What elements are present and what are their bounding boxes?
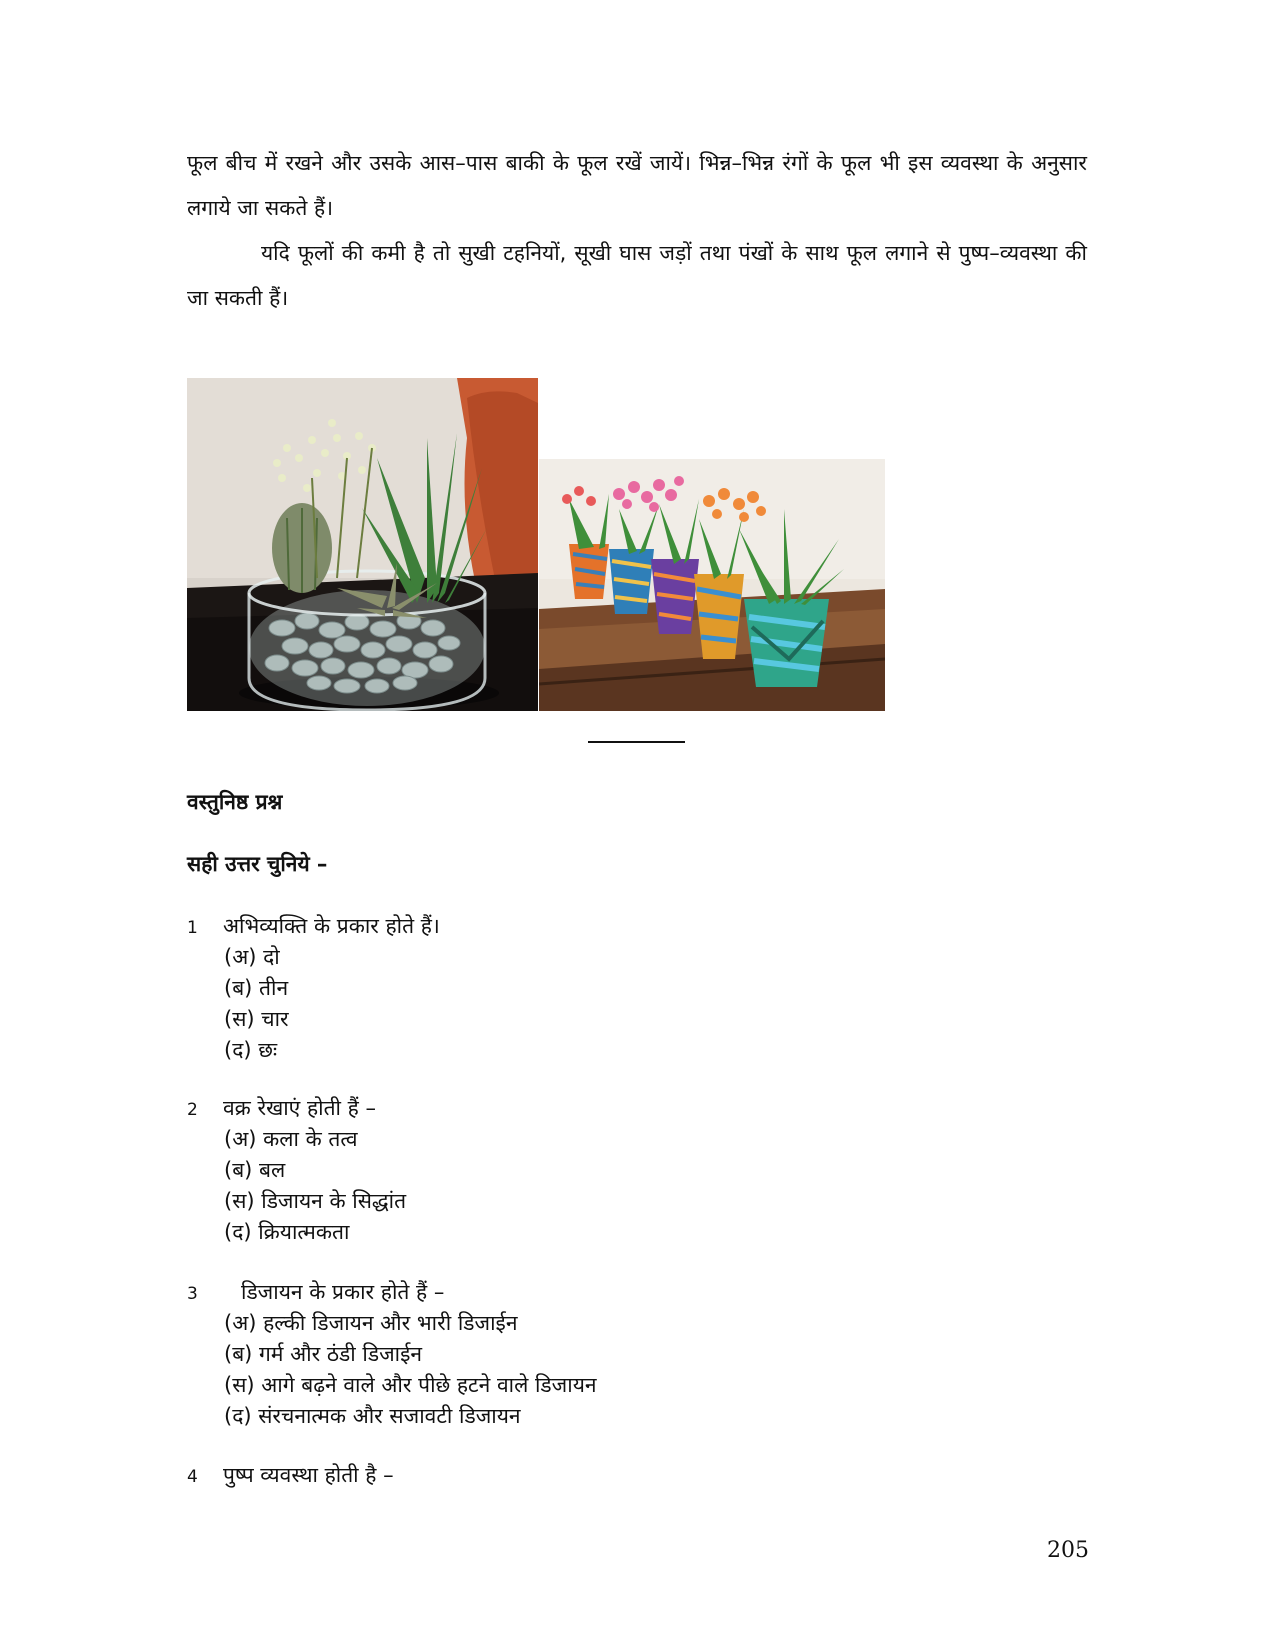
question-2 bbox=[187, 1093, 406, 1248]
succulent-bowl-photo bbox=[187, 378, 538, 711]
question-number: 1 bbox=[187, 918, 198, 938]
option-d: (द) छः bbox=[224, 1038, 278, 1062]
option-c: (स) चार bbox=[224, 1007, 289, 1031]
section-title: वस्तुनिष्ठ प्रश्न bbox=[187, 790, 283, 814]
question-4 bbox=[187, 1460, 394, 1491]
section-instruction: सही उत्तर चुनिये – bbox=[187, 852, 328, 876]
option-a: (अ) दो bbox=[224, 945, 280, 969]
option-a: (अ) कला के तत्व bbox=[224, 1127, 358, 1151]
paragraph-2: यदि फूलों की कमी है तो सुखी टहनियों, सूखी घास जड़ों तथा पंखों के साथ फूल लगाने से पुष्प–व्यवस्था की जा सकती हैं। bbox=[187, 241, 1087, 310]
option-d: (द) संरचनात्मक और सजावटी डिजायन bbox=[224, 1404, 521, 1428]
question-number: 2 bbox=[187, 1100, 198, 1120]
question-text: वक्र रेखाएं होती हैं – bbox=[223, 1096, 376, 1120]
page-number: 205 bbox=[1047, 1538, 1089, 1563]
question-number: 4 bbox=[187, 1467, 198, 1487]
option-d: (द) क्रियात्मकता bbox=[224, 1220, 350, 1244]
question-3 bbox=[187, 1277, 597, 1432]
flower-pots-photo bbox=[539, 459, 885, 711]
question-1 bbox=[187, 911, 440, 1066]
option-c: (स) आगे बढ़ने वाले और पीछे हटने वाले डिजायन bbox=[224, 1373, 597, 1397]
question-text: डिजायन के प्रकार होते हैं – bbox=[241, 1280, 445, 1304]
option-b: (ब) गर्म और ठंडी डिजाईन bbox=[224, 1342, 423, 1366]
question-text: पुष्प व्यवस्था होती है – bbox=[223, 1463, 394, 1487]
question-text: अभिव्यक्ति के प्रकार होते हैं। bbox=[223, 914, 440, 938]
option-c: (स) डिजायन के सिद्धांत bbox=[224, 1189, 407, 1213]
section-divider bbox=[588, 741, 685, 743]
question-number: 3 bbox=[187, 1284, 198, 1304]
paragraph-1: फूल बीच में रखने और उसके आस–पास बाकी के फूल रखें जायें। भिन्न–भिन्न रंगों के फूल भी इस व्यवस्था के अनुसार लगाये जा सकते हैं। bbox=[187, 151, 1087, 220]
option-a: (अ) हल्की डिजायन और भारी डिजाईन bbox=[224, 1311, 518, 1335]
option-b: (ब) तीन bbox=[224, 976, 289, 1000]
option-b: (ब) बल bbox=[224, 1158, 286, 1182]
